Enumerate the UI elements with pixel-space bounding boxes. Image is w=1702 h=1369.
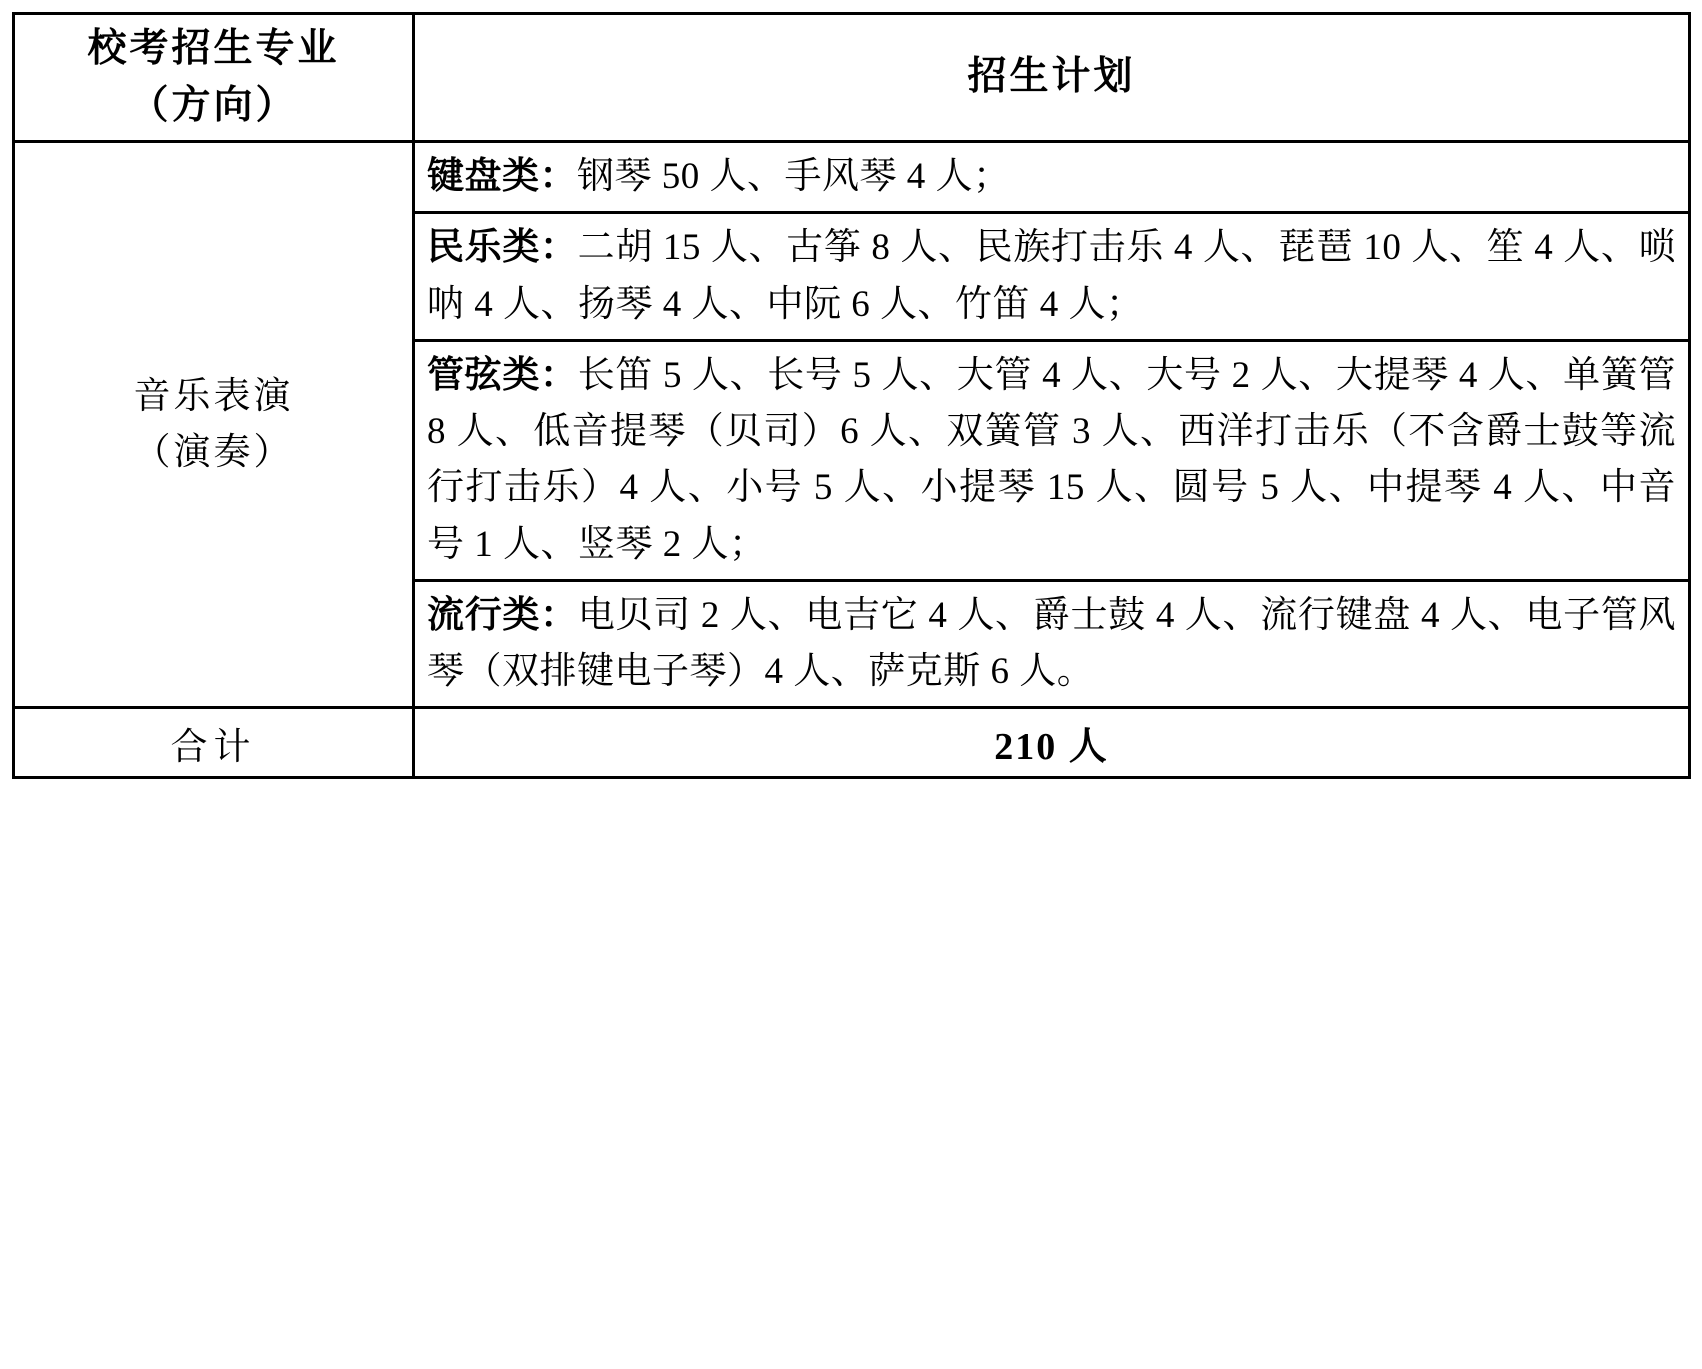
header-major-line1: 校考招生专业 <box>87 27 340 70</box>
total-label-cell: 合计 <box>14 708 414 778</box>
category-detail-keyboard: 钢琴 50 人、手风琴 4 人； <box>577 156 1011 198</box>
table-total-row <box>14 708 1690 778</box>
total-value-cell: 210 人 <box>414 708 1690 778</box>
admission-plan-table <box>12 12 1691 779</box>
header-major-cell <box>14 14 414 142</box>
plan-cell-folk <box>414 213 1690 340</box>
table-row <box>14 142 1690 213</box>
plan-cell-orchestral <box>414 340 1690 580</box>
category-label-popular: 流行类： <box>427 594 578 636</box>
category-label-folk: 民乐类： <box>427 227 578 269</box>
plan-cell-popular <box>414 580 1690 707</box>
table-header-row <box>14 14 1690 142</box>
category-label-keyboard: 键盘类： <box>427 156 577 198</box>
major-name-cell <box>14 142 414 708</box>
category-label-orchestral: 管弦类： <box>427 354 578 396</box>
header-major-line2: （方向） <box>129 83 298 127</box>
category-detail-popular: 电贝司 2 人、电吉它 4 人、爵士鼓 4 人、流行键盘 4 人、电子管风琴（双排键电子琴）4 人、萨克斯 6 人。 <box>427 594 1677 692</box>
plan-cell-keyboard <box>414 142 1690 213</box>
category-detail-folk: 二胡 15 人、古筝 8 人、民族打击乐 4 人、琵琶 10 人、笙 4 人、唢呐 4 人、扬琴 4 人、中阮 6 人、竹笛 4 人； <box>427 227 1677 325</box>
header-plan-cell: 招生计划 <box>414 14 1690 142</box>
major-name-line2: （演奏） <box>133 431 294 473</box>
major-name-line1: 音乐表演 <box>133 376 294 418</box>
category-detail-orchestral: 长笛 5 人、长号 5 人、大管 4 人、大号 2 人、大提琴 4 人、单簧管 8 人、低音提琴（贝司）6 人、双簧管 3 人、西洋打击乐（不含爵士鼓等流行打击乐）4 人、小号 5 人、小提琴 15 人、圆号 5 人、中提琴 4 人、中音号 1 人、竖琴 2 人； <box>427 354 1676 565</box>
